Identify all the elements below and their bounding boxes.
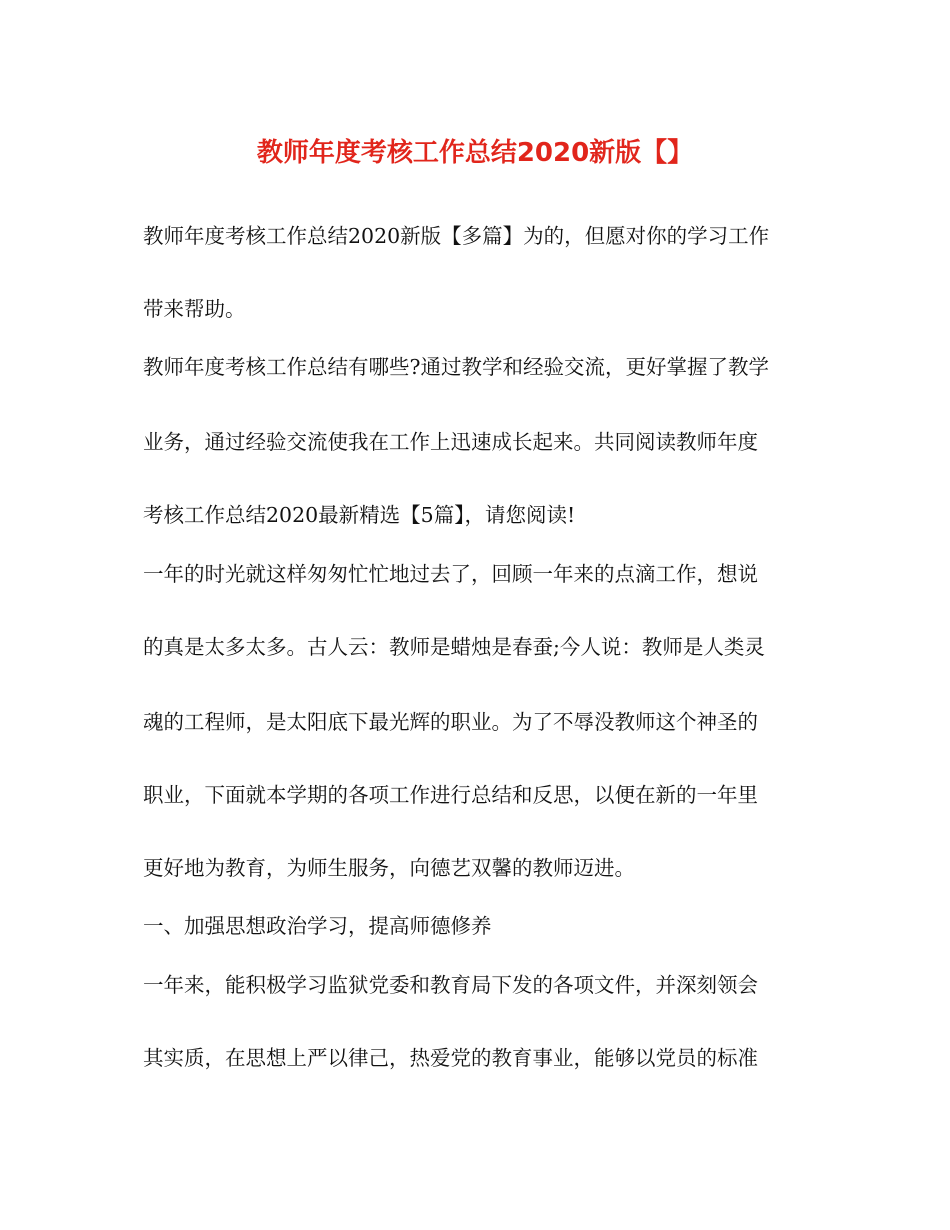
body-line-3: 魂的工程师，是太阳底下最光辉的职业。为了不辱没教师这个神圣的: [143, 710, 758, 734]
overview-line-1: 教师年度考核工作总结有哪些?通过教学和经验交流，更好掌握了教学: [143, 355, 769, 379]
body-line-2: 的真是太多太多。古人云：教师是蜡烛是春蚕;今人说：教师是人类灵: [143, 635, 765, 659]
intro-line-2: 带来帮助。: [143, 297, 246, 321]
section-heading: 一、加强思想政治学习，提高师德修养: [143, 914, 492, 938]
section-line-2: 其实质，在思想上严以律己，热爱党的教育事业，能够以党员的标准: [143, 1046, 758, 1070]
overview-line-3: 考核工作总结2020最新精选【5篇】，请您阅读!: [143, 503, 576, 527]
body-line-1: 一年的时光就这样匆匆忙忙地过去了，回顾一年来的点滴工作，想说: [143, 562, 758, 586]
overview-line-2: 业务，通过经验交流使我在工作上迅速成长起来。共同阅读教师年度: [143, 430, 758, 454]
intro-line-1: 教师年度考核工作总结2020新版【多篇】为的，但愿对你的学习工作: [143, 224, 770, 248]
body-line-4: 职业，下面就本学期的各项工作进行总结和反思，以便在新的一年里: [143, 783, 758, 807]
section-line-1: 一年来，能积极学习监狱党委和教育局下发的各项文件，并深刻领会: [143, 973, 758, 997]
document-title: 教师年度考核工作总结2020新版【】: [256, 138, 694, 168]
body-line-5: 更好地为教育，为师生服务，向德艺双馨的教师迈进。: [143, 856, 635, 880]
